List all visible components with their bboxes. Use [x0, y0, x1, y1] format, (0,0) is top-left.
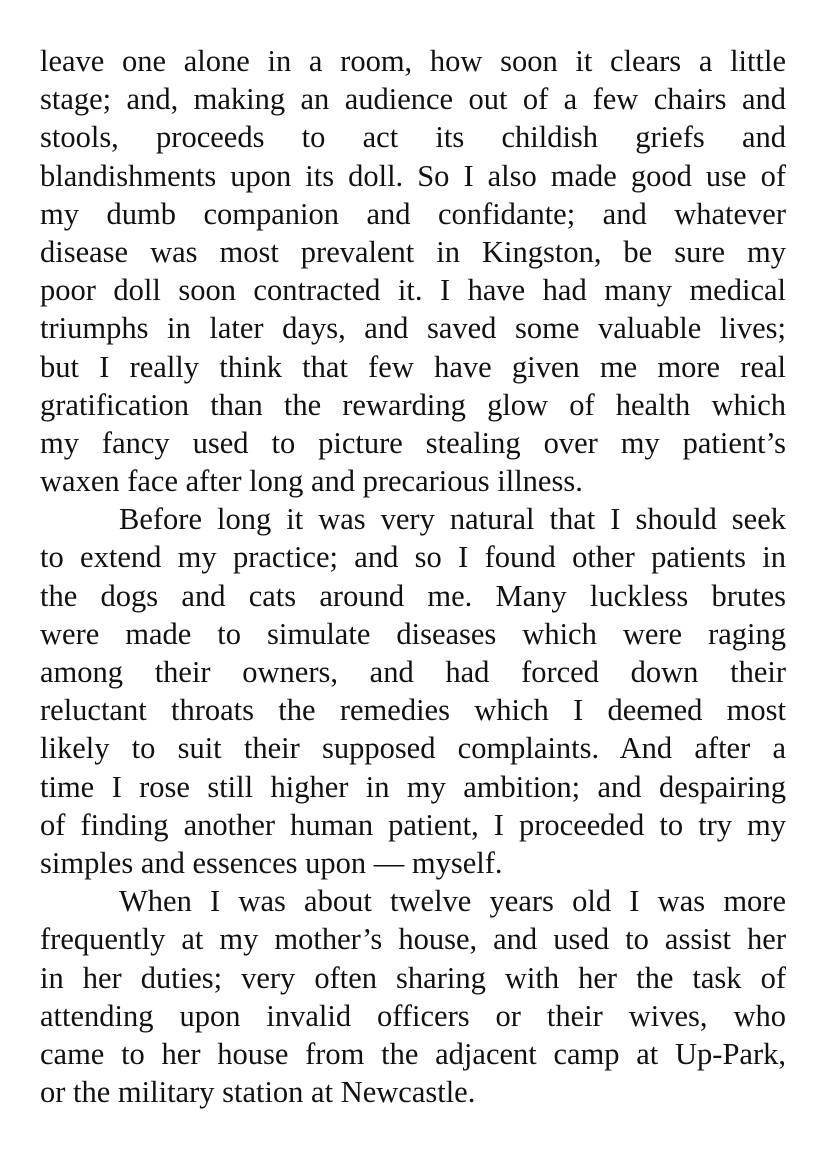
text-line: stage; and, making an audience out of a few chairs and [40, 82, 786, 117]
text-line: poor doll soon contracted it. I have had many medical [40, 273, 786, 308]
text-line: leave one alone in a room, how soon it clears a little [40, 44, 786, 78]
text-line: triumphs in later days, and saved some valuable lives; [40, 311, 786, 346]
text-line: my dumb companion and confidante; and whatever [40, 196, 786, 231]
text-line: stools, proceeds to act its childish griefs and [40, 120, 786, 155]
text-line: but I really think that few have given me more real [40, 349, 786, 384]
text-line: among their owners, and had forced down their [40, 655, 786, 689]
text-line: the dogs and cats around me. Many luckless brutes [40, 578, 786, 613]
book-page [40, 42, 786, 1111]
text-line: When I was about twelve years old I was more [119, 884, 786, 919]
text-line: in her duties; very often sharing with her the task of [40, 960, 786, 995]
text-line: blandishments upon its doll. So I also made good use of [40, 158, 786, 193]
text-line: my fancy used to picture stealing over my patient’s [40, 425, 786, 460]
text-line: reluctant throats the remedies which I deemed most [40, 693, 786, 728]
text-line: likely to suit their supposed complaints. And after a [40, 731, 786, 766]
paragraph-1 [40, 42, 786, 500]
text-line: to extend my practice; and so I found other patients in [40, 540, 786, 575]
text-line: simples and essences upon — myself. [40, 845, 503, 880]
text-line: or the military station at Newcastle. [40, 1075, 476, 1110]
text-line: Before long it was very natural that I should seek [119, 502, 786, 537]
text-line: gratification than the rewarding glow of health which [40, 387, 786, 422]
text-line: time I rose still higher in my ambition; and despairing [40, 769, 786, 804]
text-line: were made to simulate diseases which were raging [40, 616, 786, 651]
text-line: disease was most prevalent in Kingston, be sure my [40, 234, 786, 269]
text-line: came to her house from the adjacent camp at Up-Park, [40, 1036, 786, 1071]
text-line: frequently at my mother’s house, and used to assist her [40, 922, 786, 957]
text-line: attending upon invalid officers or their wives, who [40, 998, 786, 1033]
text-line: waxen face after long and precarious illness. [40, 464, 583, 499]
paragraph-3 [40, 882, 786, 1111]
text-line: of finding another human patient, I proceeded to try my [40, 807, 786, 842]
paragraph-2 [40, 500, 786, 882]
